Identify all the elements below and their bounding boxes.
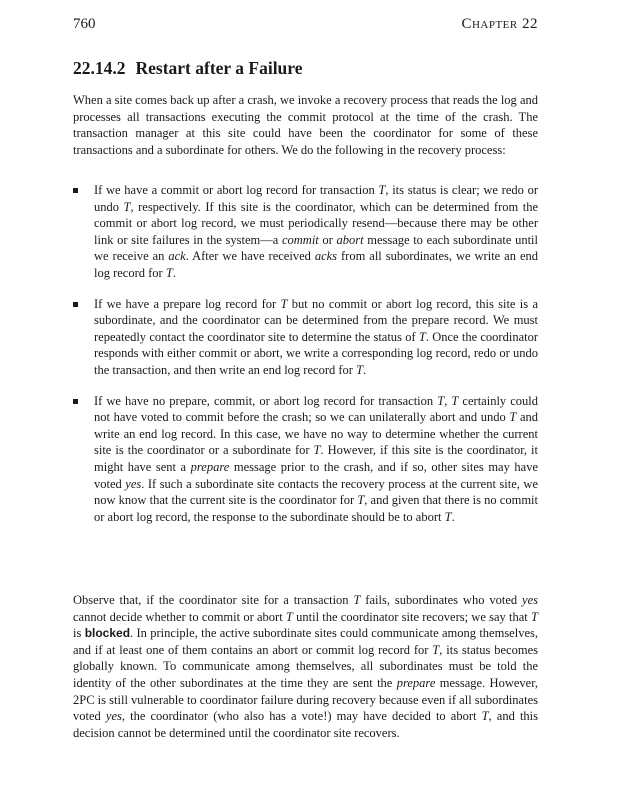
square-bullet-icon bbox=[73, 302, 78, 307]
italic-run: T bbox=[451, 393, 459, 408]
closing-paragraph bbox=[73, 592, 538, 741]
italic-run: T bbox=[481, 709, 489, 724]
italic-run: yes bbox=[105, 709, 122, 724]
list-item-text bbox=[94, 393, 538, 526]
square-bullet-icon bbox=[73, 399, 78, 404]
text-run: If we have a commit or abort log record for transaction bbox=[94, 183, 379, 197]
text-run: . bbox=[363, 362, 367, 377]
list-item-text bbox=[94, 296, 538, 379]
text-run: . If such a subordinate site contacts the recovery process at the current site, we now know that the current site is the coordinator for bbox=[94, 476, 538, 508]
italic-run: prepare bbox=[396, 675, 436, 690]
page-header bbox=[73, 16, 538, 38]
italic-run: acks bbox=[314, 249, 338, 264]
italic-run: T bbox=[378, 183, 386, 197]
list-item bbox=[73, 393, 538, 526]
italic-run: ack bbox=[168, 249, 186, 264]
recovery-steps-list bbox=[73, 182, 538, 539]
italic-run: yes bbox=[522, 593, 538, 607]
text-run: , its status is clear; we redo or undo bbox=[94, 183, 538, 214]
italic-run: T bbox=[356, 362, 364, 377]
text-run: . After we have received bbox=[185, 249, 315, 264]
list-item bbox=[73, 182, 538, 282]
intro-paragraph bbox=[73, 92, 538, 158]
text-run: . Once the coordinator responds with either commit or abort, we write a corresponding log record, redo or undo the transaction, and then write an end log record for bbox=[94, 329, 539, 377]
text-run: certainly could not have voted to commit before the crash; so we can unilaterally abort and undo bbox=[94, 393, 539, 425]
text-run: , and this decision cannot be determined until the coordinator site recovers. bbox=[73, 709, 539, 740]
italic-run: T bbox=[432, 642, 440, 657]
text-run: is bbox=[73, 626, 85, 641]
section-number: 22.14.2 bbox=[73, 58, 126, 78]
text-run: message to each subordinate until we receive an bbox=[94, 232, 538, 264]
page-number: 760 bbox=[73, 16, 96, 32]
italic-run: T bbox=[353, 593, 361, 607]
closing-text bbox=[73, 592, 538, 741]
text-run: fails, subordinates who voted bbox=[360, 593, 523, 607]
italic-run: T bbox=[285, 609, 293, 624]
text-run: . bbox=[172, 265, 176, 280]
list-item-text bbox=[94, 182, 538, 282]
list-item bbox=[73, 296, 538, 379]
italic-run: prepare bbox=[190, 459, 230, 474]
italic-run: T bbox=[444, 509, 452, 524]
bold-term: blocked bbox=[84, 626, 131, 641]
text-run: , the coordinator (who also has a vote!) may have decided to abort bbox=[121, 709, 482, 724]
text-run: until the coordinator site recovers; we say that bbox=[292, 609, 532, 624]
text-run: . In principle, the active subordinate sites could communicate among themselves, and if at least one of them contains an abort or commit log record for bbox=[73, 626, 538, 657]
italic-run: yes bbox=[125, 476, 142, 491]
text-run: . bbox=[451, 509, 455, 524]
italic-run: T bbox=[531, 609, 538, 624]
square-bullet-icon bbox=[73, 188, 78, 193]
text-run: and write an end log record. In this case, we have no way to determine whether the current site is the coordinator or a subordinate for bbox=[94, 410, 538, 458]
text-run: message prior to the crash, and if so, other sites may have voted bbox=[94, 459, 538, 491]
italic-run: T bbox=[123, 199, 131, 214]
text-run: message. However, 2PC is still vulnerable to coordinator failure during recovery because even if all subordinates voted bbox=[73, 675, 538, 724]
section-heading bbox=[73, 58, 303, 79]
text-run: from all subordinates, we write an end log record for bbox=[94, 249, 538, 280]
italic-run: abort bbox=[336, 232, 364, 247]
text-run: If we have no prepare, commit, or abort log record for transaction bbox=[94, 393, 438, 408]
italic-run: T bbox=[357, 493, 365, 508]
text-run: , respectively. If this site is the coordinator, which can be determined from the commit or abort log record, we must periodically resend—because there may be other link or site failures in the system—a bbox=[94, 199, 538, 247]
italic-run: T bbox=[280, 296, 288, 311]
intro-text: When a site comes back up after a crash, we invoke a recovery process that reads the log and processes all transactions executing the commit protocol at the time of the crash. The transaction manager at this site could have been the coordinator for some of these transactions and a subordinate for others. We do the following in the recovery process: bbox=[73, 93, 538, 157]
italic-run: T bbox=[418, 329, 426, 344]
text-run: cannot decide whether to commit or abort bbox=[73, 609, 286, 624]
text-run: , and given that there is no commit or abort log record, the response to the subordinate should be to abort bbox=[94, 493, 538, 524]
text-run: or bbox=[318, 232, 337, 247]
italic-run: T bbox=[313, 443, 321, 458]
section-title: Restart after a Failure bbox=[135, 58, 303, 78]
text-run: but no commit or abort log record, this site is a subordinate, and the coordinator can be determined from the prepare record. We must repeatedly contact the coordinator site to determine the status of bbox=[94, 296, 538, 344]
text-run: . However, if this site is the coordinator, it might have sent a bbox=[94, 443, 538, 474]
italic-run: T bbox=[509, 410, 517, 425]
italic-run: T bbox=[437, 393, 445, 408]
italic-run: commit bbox=[281, 232, 319, 247]
text-run: , its status becomes globally known. To communicate among themselves, all subordinates must be told the identity of the other subordinates at the time they are sent the bbox=[73, 642, 538, 690]
italic-run: T bbox=[165, 265, 173, 280]
chapter-label: Chapter 22 bbox=[461, 16, 538, 32]
text-run: Observe that, if the coordinator site for a transaction bbox=[73, 593, 354, 607]
text-run: , bbox=[444, 393, 452, 408]
text-run: If we have a prepare log record for bbox=[94, 296, 281, 311]
